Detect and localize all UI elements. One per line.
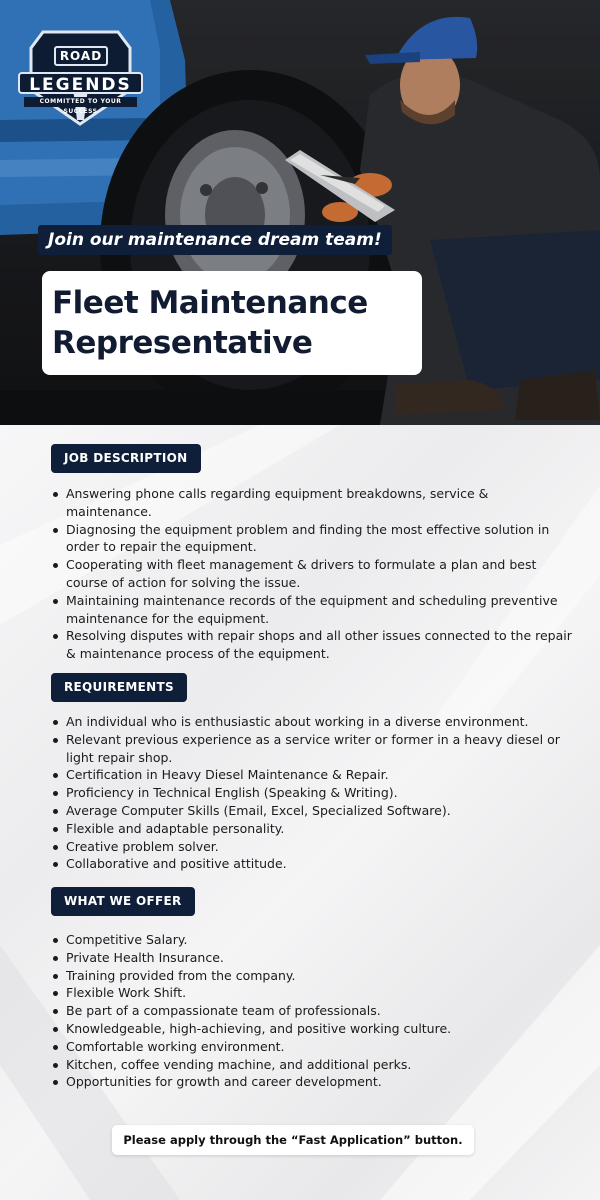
list-item: Proficiency in Technical English (Speaking & Writing).	[52, 784, 572, 802]
list-item: Competitive Salary.	[52, 931, 572, 949]
list-item: Diagnosing the equipment problem and finding the most effective solution in order to repair the equipment.	[52, 521, 572, 557]
section-label-job-description: JOB DESCRIPTION	[51, 444, 201, 473]
list-item: Resolving disputes with repair shops and all other issues connected to the repair & maintenance process of the equipment.	[52, 627, 572, 663]
list-item: Opportunities for growth and career development.	[52, 1073, 572, 1091]
what-we-offer-list	[52, 931, 572, 1091]
company-logo	[18, 28, 143, 128]
section-label-what-we-offer: WHAT WE OFFER	[51, 887, 195, 916]
requirements-list	[52, 713, 572, 873]
list-item: Cooperating with fleet management & drivers to formulate a plan and best course of action for solving the issue.	[52, 556, 572, 592]
list-item: An individual who is enthusiastic about working in a diverse environment.	[52, 713, 572, 731]
section-label-requirements: REQUIREMENTS	[51, 673, 187, 702]
logo-tagline: COMMITTED TO YOUR SUCCESS	[24, 97, 137, 107]
list-item: Knowledgeable, high-achieving, and positive working culture.	[52, 1020, 572, 1038]
logo-word-road: ROAD	[54, 46, 108, 66]
list-item: Maintaining maintenance records of the equipment and scheduling preventive maintenance for the equipment.	[52, 592, 572, 628]
list-item: Private Health Insurance.	[52, 949, 572, 967]
list-item: Certification in Heavy Diesel Maintenance & Repair.	[52, 766, 572, 784]
apply-instruction: Please apply through the “Fast Application” button.	[112, 1125, 474, 1155]
list-item: Relevant previous experience as a service writer or former in a heavy diesel or light repair shop.	[52, 731, 572, 767]
logo-word-legends: LEGENDS	[18, 72, 143, 94]
list-item: Collaborative and positive attitude.	[52, 855, 572, 873]
list-item: Comfortable working environment.	[52, 1038, 572, 1056]
list-item: Creative problem solver.	[52, 838, 572, 856]
job-title-line-2: Representative	[52, 325, 313, 361]
list-item: Training provided from the company.	[52, 967, 572, 985]
list-item: Flexible Work Shift.	[52, 984, 572, 1002]
hero-tagline: Join our maintenance dream team!	[38, 225, 392, 255]
job-title-card	[42, 271, 422, 375]
list-item: Flexible and adaptable personality.	[52, 820, 572, 838]
hero-banner	[0, 0, 600, 425]
job-description-list	[52, 485, 572, 663]
list-item: Be part of a compassionate team of professionals.	[52, 1002, 572, 1020]
list-item: Answering phone calls regarding equipment breakdowns, service & maintenance.	[52, 485, 572, 521]
list-item: Average Computer Skills (Email, Excel, Specialized Software).	[52, 802, 572, 820]
job-title-line-1: Fleet Maintenance	[52, 285, 368, 321]
list-item: Kitchen, coffee vending machine, and additional perks.	[52, 1056, 572, 1074]
